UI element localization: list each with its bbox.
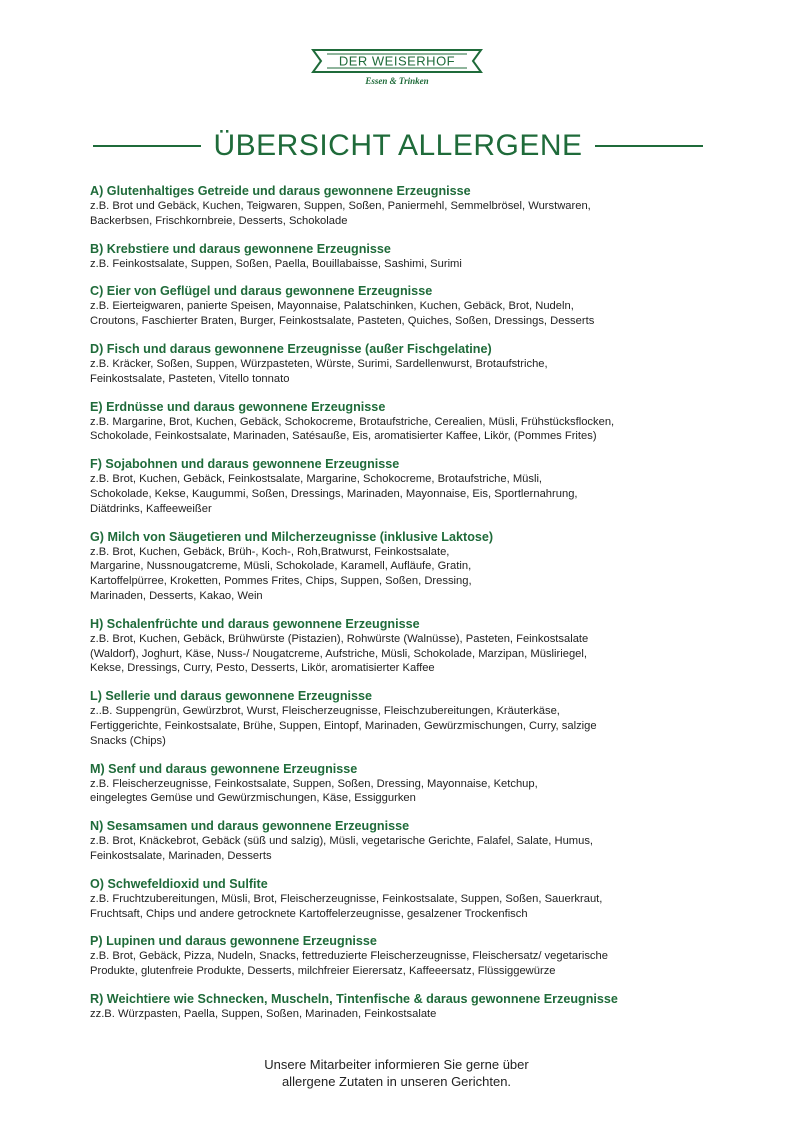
allergen-examples bbox=[90, 1007, 715, 1022]
allergen-example-line: Fruchtsaft, Chips und andere getrocknete Kartoffelerzeugnisse, gesalzener Trockenfisch bbox=[90, 907, 528, 920]
allergen-example-line: z.B. Brot, Gebäck, Pizza, Nudeln, Snacks, fettreduzierte Fleischerzeugnisse, Fleischersatz/ vegetarische bbox=[90, 950, 608, 963]
allergen-title: R) Weichtiere wie Schnecken, Muscheln, Tintenfische & daraus gewonnene Erzeugnisse bbox=[90, 991, 618, 1006]
allergen-examples bbox=[90, 299, 715, 329]
allergen-example-line: z.B. Fruchtzubereitungen, Müsli, Brot, Fleischerzeugnisse, Feinkostsalate, Suppen, Soßen, Sauerkraut, bbox=[90, 892, 603, 905]
allergen-title: M) Senf und daraus gewonnene Erzeugnisse bbox=[90, 761, 358, 776]
allergen-examples bbox=[90, 545, 715, 604]
allergen-example-line: z.B. Margarine, Brot, Kuchen, Gebäck, Schokocreme, Brotaufstriche, Cerealien, Müsli, Frühstücksflocken, bbox=[90, 415, 615, 428]
allergen-item bbox=[90, 762, 715, 807]
logo-tagline: Essen & Trinken bbox=[364, 76, 429, 86]
allergen-item bbox=[90, 992, 715, 1022]
allergen-example-line: Feinkostsalate, Marinaden, Desserts bbox=[90, 849, 272, 862]
allergen-item bbox=[90, 689, 715, 748]
allergen-example-line: Feinkostsalate, Pasteten, Vitello tonnato bbox=[90, 372, 290, 385]
logo-name: DER WEISERHOF bbox=[338, 53, 455, 69]
allergen-example-line: z.B. Brot und Gebäck, Kuchen, Teigwaren, Suppen, Soßen, Paniermehl, Semmelbrösel, Wurstwaren, bbox=[90, 200, 591, 212]
allergen-example-line: (Waldorf), Joghurt, Käse, Nuss-/ Nougatcreme, Aufstriche, Müsli, Schokolade, Marzipan, Müsliriegel, bbox=[90, 647, 588, 660]
allergen-examples bbox=[90, 632, 715, 676]
allergen-examples bbox=[90, 949, 715, 979]
allergen-example-line: z.B. Kräcker, Soßen, Suppen, Würzpasteten, Würste, Surimi, Sardellenwurst, Brotaufstriche, bbox=[90, 357, 548, 370]
allergen-examples bbox=[90, 892, 715, 922]
allergen-item bbox=[90, 457, 715, 516]
allergen-example-line: Schokolade, Feinkostsalate, Marinaden, Satésauße, Eis, aromatisierter Kaffee, Likör, (Pommes Frites) bbox=[90, 430, 597, 443]
allergen-example-line: eingelegtes Gemüse und Gewürzmischungen, Käse, Essiggurken bbox=[90, 792, 416, 805]
allergen-title: L) Sellerie und daraus gewonnene Erzeugnisse bbox=[90, 689, 373, 704]
allergen-examples bbox=[90, 257, 715, 272]
heading-rule-right bbox=[595, 145, 703, 147]
allergen-item bbox=[90, 342, 715, 387]
allergen-example-line: Produkte, glutenfreie Produkte, Desserts, milchfreier Eierersatz, Kaffeeersatz, Flüssiggewürze bbox=[90, 965, 556, 978]
allergen-item bbox=[90, 934, 715, 979]
allergen-examples bbox=[90, 199, 715, 229]
allergen-item bbox=[90, 400, 715, 445]
allergen-example-line: z.B. Feinkostsalate, Suppen, Soßen, Paella, Bouillabaisse, Sashimi, Surimi bbox=[90, 257, 462, 270]
page-heading bbox=[93, 126, 703, 166]
allergen-example-line: Kartoffelpürree, Kroketten, Pommes Frites, Chips, Suppen, Soßen, Dressing, bbox=[90, 575, 472, 588]
allergen-title: C) Eier von Geflügel und daraus gewonnene Erzeugnisse bbox=[90, 284, 433, 299]
allergen-title: N) Sesamsamen und daraus gewonnene Erzeugnisse bbox=[90, 819, 410, 834]
restaurant-logo bbox=[0, 44, 793, 90]
allergen-example-line: z.B. Brot, Kuchen, Gebäck, Brüh-, Koch-, Roh,Bratwurst, Feinkostsalate, bbox=[90, 545, 450, 558]
allergen-example-line: Schokolade, Kekse, Kaugummi, Soßen, Dressings, Marinaden, Mayonnaise, Eis, Sportlernahrung, bbox=[90, 487, 578, 500]
allergen-example-line: Fertiggerichte, Feinkostsalate, Brühe, Suppen, Eintopf, Marinaden, Gewürzmischungen, Curry, salzige bbox=[90, 719, 597, 732]
allergen-examples bbox=[90, 472, 715, 516]
allergen-item bbox=[90, 284, 715, 329]
allergen-example-line: z..B. Suppengrün, Gewürzbrot, Wurst, Fleischerzeugnisse, Fleischzubereitungen, Kräuterkäse, bbox=[90, 705, 560, 718]
allergen-title: F) Sojabohnen und daraus gewonnene Erzeugnisse bbox=[90, 457, 400, 472]
footer-line-2: allergene Zutaten in unseren Gerichten. bbox=[281, 1074, 512, 1089]
allergen-item bbox=[90, 184, 715, 229]
allergen-list bbox=[90, 184, 715, 1035]
allergen-title: O) Schwefeldioxid und Sulfite bbox=[90, 876, 268, 891]
footer-line-1: Unsere Mitarbeiter informieren Sie gerne über bbox=[264, 1057, 529, 1072]
allergen-title: D) Fisch und daraus gewonnene Erzeugnisse (außer Fischgelatine) bbox=[90, 341, 492, 356]
allergen-item bbox=[90, 530, 715, 604]
allergen-title: P) Lupinen und daraus gewonnene Erzeugnisse bbox=[90, 934, 377, 949]
allergen-title: B) Krebstiere und daraus gewonnene Erzeugnisse bbox=[90, 241, 391, 256]
allergen-title: H) Schalenfrüchte und daraus gewonnene Erzeugnisse bbox=[90, 616, 420, 631]
allergen-example-line: Croutons, Faschierter Braten, Burger, Feinkostsalate, Pasteten, Quiches, Soßen, Dressings, Desserts bbox=[90, 315, 595, 328]
allergen-example-line: Snacks (Chips) bbox=[90, 734, 166, 747]
allergen-title: G) Milch von Säugetieren und Milcherzeugnisse (inklusive Laktose) bbox=[90, 529, 494, 544]
footer-note bbox=[0, 1056, 793, 1090]
allergen-example-line: z.B. Fleischerzeugnisse, Feinkostsalate, Suppen, Soßen, Dressing, Mayonnaise, Ketchup, bbox=[90, 777, 538, 790]
page-title: ÜBERSICHT ALLERGENE bbox=[213, 129, 583, 162]
allergen-examples bbox=[90, 777, 715, 807]
allergen-example-line: z.B. Brot, Kuchen, Gebäck, Brühwürste (Pistazien), Rohwürste (Walnüsse), Pasteten, Feinkostsalate bbox=[90, 632, 589, 645]
allergen-title: A) Glutenhaltiges Getreide und daraus gewonnene Erzeugnisse bbox=[90, 184, 471, 198]
allergen-example-line: Backerbsen, Frischkornbreie, Desserts, Schokolade bbox=[90, 214, 348, 227]
allergen-item bbox=[90, 877, 715, 922]
allergen-example-line: z.B. Brot, Kuchen, Gebäck, Feinkostsalate, Margarine, Schokocreme, Brotaufstriche, Müsli, bbox=[90, 473, 543, 486]
allergen-item bbox=[90, 617, 715, 676]
allergen-title: E) Erdnüsse und daraus gewonnene Erzeugnisse bbox=[90, 399, 386, 414]
allergen-examples bbox=[90, 834, 715, 864]
allergen-example-line: Diätdrinks, Kaffeeweißer bbox=[90, 502, 212, 515]
allergen-item bbox=[90, 242, 715, 272]
logo-banner bbox=[307, 44, 487, 90]
allergen-example-line: z.B. Brot, Knäckebrot, Gebäck (süß und salzig), Müsli, vegetarische Gerichte, Falafel, Salate, Humus, bbox=[90, 835, 594, 848]
allergen-examples bbox=[90, 357, 715, 387]
allergen-example-line: z.B. Eierteigwaren, panierte Speisen, Mayonnaise, Palatschinken, Kuchen, Gebäck, Brot, Nudeln, bbox=[90, 300, 574, 313]
heading-rule-left bbox=[93, 145, 201, 147]
allergen-example-line: Margarine, Nussnougatcreme, Müsli, Schokolade, Karamell, Aufläufe, Gratin, bbox=[90, 560, 472, 573]
allergen-example-line: Kekse, Dressings, Curry, Pesto, Desserts, Likör, aromatisierter Kaffee bbox=[90, 662, 435, 675]
allergen-examples bbox=[90, 415, 715, 445]
allergen-examples bbox=[90, 704, 715, 748]
allergen-example-line: Marinaden, Desserts, Kakao, Wein bbox=[90, 589, 263, 602]
allergen-example-line: zz.B. Würzpasten, Paella, Suppen, Soßen, Marinaden, Feinkostsalate bbox=[90, 1007, 437, 1020]
allergen-item bbox=[90, 819, 715, 864]
